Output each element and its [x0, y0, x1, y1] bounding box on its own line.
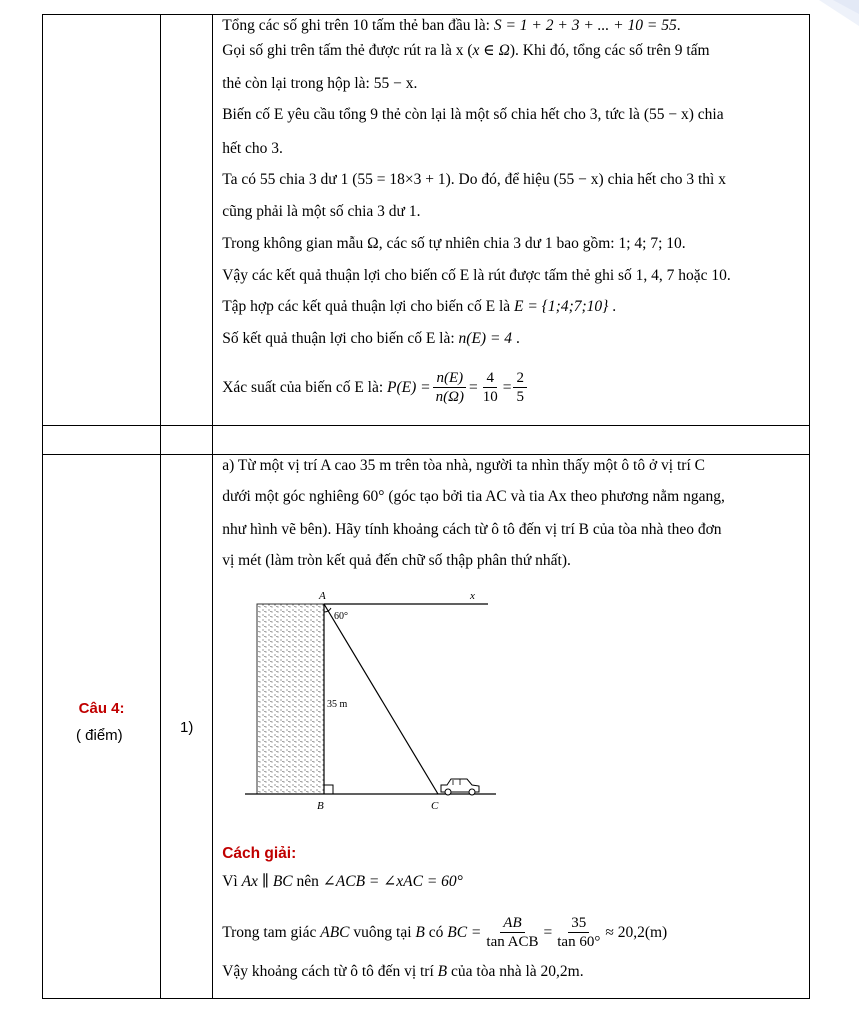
fraction: $\frac{AB}{\text{tan ACB}}$: [486, 914, 539, 950]
car-icon: [441, 779, 479, 795]
fraction: $\frac{2}{5}$: [513, 369, 527, 406]
building-figure: [238, 589, 528, 829]
text-line: hết cho 3.: [222, 140, 283, 157]
text-line: Trong không gian mẫu Ω, các số tự nhiên chia 3 dư 1 bao gồm: 1; 4; 7; 10.: [222, 235, 686, 252]
text-line: Tổng các số ghi trên 10 tấm thẻ ban đầu là: S = 1 + 2 + 3 + ... + 10 = 55.: [222, 17, 681, 34]
cell-question-content: [213, 455, 810, 999]
fraction: $\frac{35}{\tan 60^\circ}$: [557, 914, 601, 950]
cell-empty: [213, 426, 810, 455]
label-height: 35 m: [327, 699, 348, 710]
label-c: C: [431, 800, 439, 812]
question-line: vị mét (làm tròn kết quả đến chữ số thập phân thứ nhất).: [222, 552, 571, 569]
label-x: x: [470, 590, 476, 602]
text-line: Tập hợp các kết quả thuận lợi cho biến cố E là E = {1;4;7;10} .: [222, 298, 617, 315]
text-line: Số kết quả thuận lợi cho biến cố E là: n(E) = 4 .: [222, 330, 520, 347]
solution-line: Vì Ax ∥ BC nên ∠ACB = ∠xAC = 60°: [222, 873, 463, 890]
probability-line: Xác suất của biến cố E là: P(E) = $\frac{n(E)}{n(\Omega)}$ = $\frac{4}{10}$ = $\frac{2}{5}$: [222, 365, 803, 409]
row-question-4: [43, 455, 810, 999]
cell-sub-question: [161, 455, 213, 999]
solution-table: [42, 14, 810, 999]
fraction: $\frac{4}{10}$: [482, 369, 498, 405]
cell-empty: [161, 426, 213, 455]
solution-line: Vậy khoảng cách từ ô tô đến vị trí B của tòa nhà là 20,2m.: [222, 962, 584, 980]
text-line: cũng phải là một số chia 3 dư 1.: [222, 203, 421, 220]
text-line: thẻ còn lại trong hộp là: 55 − x.: [222, 75, 418, 92]
text-line: Biến cố E yêu cầu tổng 9 thẻ còn lại là một số chia hết cho 3, tức là (55 − x) chia: [222, 106, 724, 123]
sub-question-label: 1): [180, 719, 194, 736]
question-line: a) Từ một vị trí A cao 35 m trên tòa nhà, người ta nhìn thấy một ô tô ở vị trí C: [222, 457, 705, 474]
building: [257, 604, 324, 794]
question-line: như hình vẽ bên). Hãy tính khoảng cách từ ô tô đến vị trí B của tòa nhà theo đơn: [222, 521, 722, 538]
cell-empty: [43, 426, 161, 455]
question-number: Câu 4:: [78, 699, 125, 717]
cell-question-label: [43, 455, 161, 999]
text-line: Gọi số ghi trên tấm thẻ được rút ra là x (x ∈ Ω). Khi đó, tổng các số trên 9 tấm: [222, 42, 710, 59]
row-previous-solution: [43, 15, 810, 426]
cell-sub-empty: [161, 15, 213, 426]
question-points: ( điểm): [76, 726, 123, 744]
question-line: dưới một góc nghiêng 60° (góc tạo bởi tia AC và tia Ax theo phương nằm ngang,: [222, 488, 725, 505]
label-a: A: [319, 590, 326, 602]
label-b: B: [317, 800, 324, 812]
cell-question-empty: [43, 15, 161, 426]
solution-line: Trong tam giác ABC vuông tại B có BC = $\frac{AB}{\text{tan ACB}}$ = $\frac{35}{\tan 60^\circ}$ ≈ 20,2(m): [222, 914, 668, 950]
right-angle-mark: [324, 785, 333, 794]
fraction: $\frac{n(E)}{n(\Omega)}$: [433, 369, 467, 406]
row-empty: [43, 426, 810, 455]
solution-title: Cách giải:: [222, 845, 297, 862]
text-line: Vậy các kết quả thuận lợi cho biến cố E là rút được tấm thẻ ghi số 1, 4, 7 hoặc 10.: [222, 267, 731, 284]
text-line: Ta có 55 chia 3 dư 1 (55 = 18×3 + 1). Do đó, để hiệu (55 − x) chia hết cho 3 thì x: [222, 171, 726, 188]
cell-solution-e: [213, 15, 810, 426]
label-angle: 60°: [334, 611, 349, 622]
